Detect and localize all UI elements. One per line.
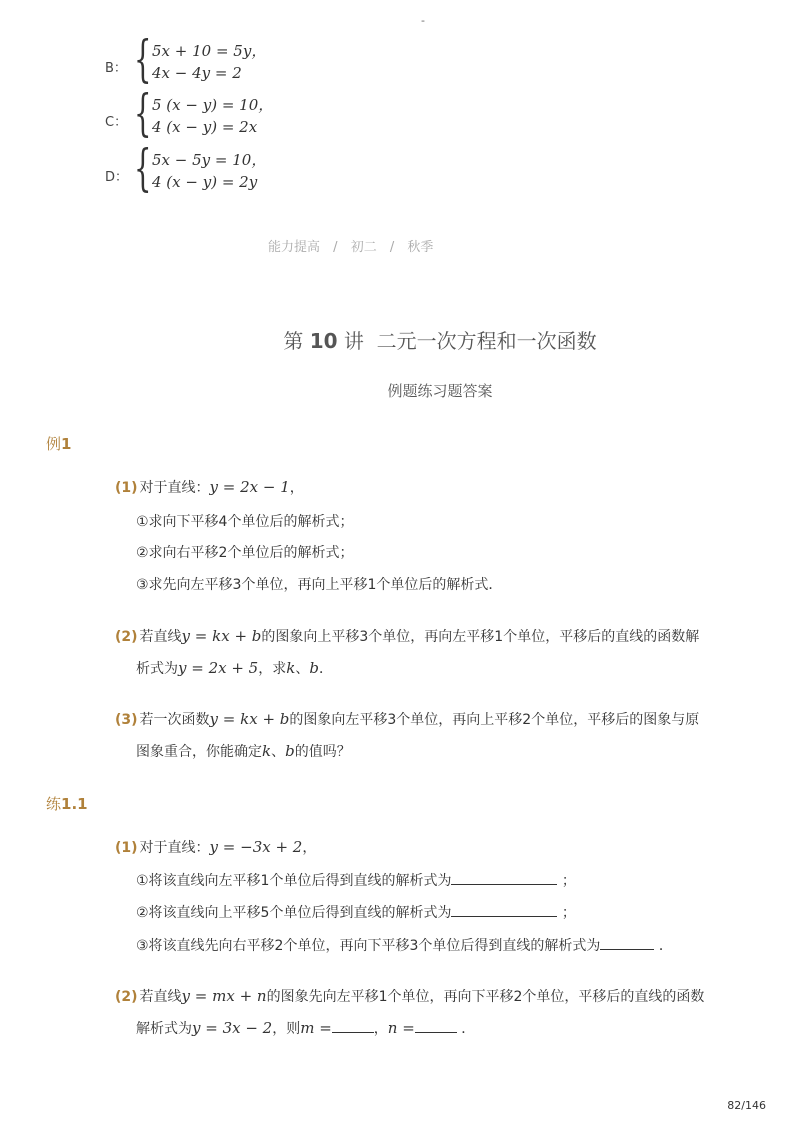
example-q2-line1 [115,626,699,646]
question-text: 的图象先向左平移1个单位，再向下平移2个单位，平移后的直线的函数 [266,989,705,1005]
top-mark: - [421,14,425,27]
practice-q2-line1 [115,986,704,1006]
list-item [136,870,576,890]
answer-blank[interactable] [451,873,557,885]
question-number: (3) [115,712,138,728]
brace-icon: { [134,84,152,142]
math-expression: y = −3x + 2 [209,838,303,856]
math-expression: y = 2x − 1 [209,478,290,496]
question-text: 的图象向上平移3个单位，再向左平移1个单位，平移后的直线的函数解 [261,629,700,645]
page-title [0,325,800,354]
math-variable: k [262,742,272,760]
math-expression: y = 2x + 5 [178,659,259,677]
question-text: 若直线 [139,629,182,645]
math-variable: m = [300,1019,332,1037]
question-text: 解析式为 [136,1021,192,1037]
lecture-name: 二元一次方程和一次函数 [376,329,597,353]
item-text: ①将该直线向左平移1个单位后得到直线的解析式为 [136,873,452,889]
item-text: ②将该直线向上平移5个单位后得到直线的解析式为 [136,905,452,921]
option-label: B： [105,61,127,76]
answer-blank-m[interactable] [332,1021,374,1033]
practice-q2-line2 [136,1018,475,1038]
example-label: 例 [46,435,62,453]
breadcrumb-level[interactable]: 能力提高 [268,240,321,255]
option-label: C： [105,115,128,130]
question-text: 、 [271,744,286,760]
math-expression: y = mx + n [181,987,267,1005]
question-text: ，则 [272,1021,301,1037]
practice-heading [46,793,88,814]
example-q1 [115,477,304,497]
math-expression: y = 3x − 2 [192,1019,273,1037]
question-text: 析式为 [136,661,178,677]
question-text: 的值吗？ [294,744,351,760]
list-item [136,935,673,955]
lecture-prefix: 第 [283,329,304,353]
list-item [136,902,576,922]
list-item: ①求向下平移4个单位后的解析式； [136,514,354,530]
item-text: ③将该直线先向右平移2个单位，再向下平移3个单位后得到直线的解析式为 [136,938,601,954]
equation-2: 4x − 4y = 2 [152,64,242,82]
math-expression: y = kx + b [181,627,262,645]
answer-blank[interactable] [451,905,557,917]
item-end: ． [658,938,673,954]
math-variable: k [286,659,296,677]
question-text: 对于直线： [139,840,210,856]
page-subtitle: 例题练习题答案 [387,382,493,400]
question-number: (2) [115,989,138,1005]
question-text: ． [318,661,333,677]
example-q2-line2 [136,658,333,678]
question-number: (1) [115,480,138,496]
equation-2: 4 (x − y) = 2y [152,173,258,191]
practice-q1 [115,837,316,857]
math-variable: n = [387,1019,415,1037]
equation-2: 4 (x − y) = 2x [152,118,258,136]
question-number: (1) [115,840,138,856]
lecture-suffix: 讲 [343,329,364,353]
question-tail: ， [289,480,304,496]
item-end: ； [561,873,576,889]
breadcrumb-separator: / [333,240,338,255]
example-q3-line2 [136,741,351,761]
breadcrumb-term[interactable]: 秋季 [407,240,434,255]
brace-icon: { [134,139,152,197]
question-text: ． [461,1021,476,1037]
question-text: ， [373,1021,388,1037]
math-variable: b [285,742,295,760]
question-tail: ， [302,840,317,856]
answer-blank-n[interactable] [415,1021,457,1033]
practice-label: 练 [46,795,62,813]
option-label: D： [105,170,129,185]
question-text: 若一次函数 [139,712,210,728]
breadcrumb-separator: / [389,240,395,255]
math-variable: b [309,659,319,677]
math-expression: y = kx + b [209,710,290,728]
question-text: ，求 [258,661,287,677]
answer-blank[interactable] [600,938,654,950]
question-text: 若直线 [139,989,182,1005]
example-number: 1 [61,435,72,453]
question-text: 对于直线： [139,480,210,496]
item-end: ； [561,905,576,921]
list-item: ②求向右平移2个单位后的解析式； [136,545,354,561]
equation-1: 5x + 10 = 5y， [152,42,267,60]
breadcrumb-grade[interactable]: 初二 [350,240,377,255]
question-number: (2) [115,629,138,645]
question-text: 、 [295,661,310,677]
page-number: 82/146 [727,1099,766,1112]
question-text: 的图象向左平移3个单位，再向上平移2个单位，平移后的图象与原 [289,712,700,728]
practice-number: 1.1 [61,795,88,813]
question-text: 图象重合，你能确定 [136,744,262,760]
equation-1: 5 (x − y) = 10， [152,96,274,114]
equation-1: 5x − 5y = 10， [152,151,267,169]
list-item: ③求先向左平移3个单位，再向上平移1个单位后的解析式． [136,577,503,593]
example-heading [46,433,71,454]
lecture-number: 10 [309,329,338,353]
breadcrumb [268,236,433,255]
brace-icon: { [134,30,152,88]
example-q3-line1 [115,709,699,729]
